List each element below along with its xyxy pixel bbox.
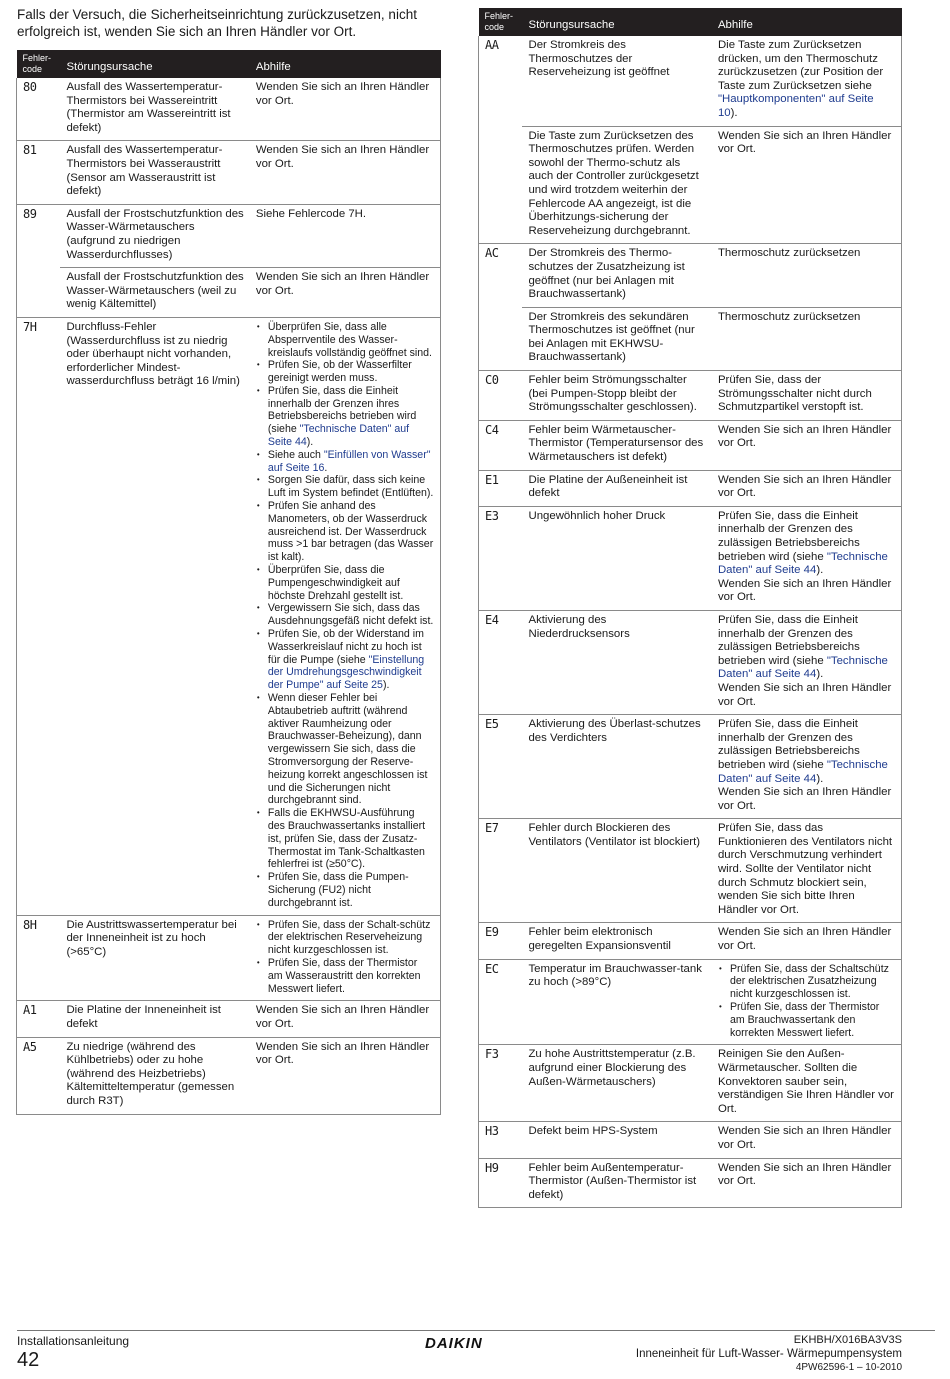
error-cause: Die Platine der Inneneinheit ist defekt <box>60 1001 249 1037</box>
doc-subtitle: Inneneinheit für Luft-Wasser- Wärmepumpensystem <box>635 1348 902 1360</box>
table-row <box>479 1122 902 1158</box>
error-cause: Fehler beim Strömungsschalter (bei Pumpen-Stopp bleibt der Strömungsschalter geschlossen). <box>522 371 711 421</box>
list-item: • Siehe auch "Einfüllen von Wasser" auf Seite 16. <box>268 449 434 475</box>
error-cause: Ausfall des Wassertemperatur-Thermistors bei Wasseraustritt (Sensor am Wasseraustritt ist defekt) <box>60 141 249 204</box>
error-remedy: Wenden Sie sich an Ihren Händler vor Ort. <box>712 470 902 506</box>
error-code: AC <box>479 244 523 371</box>
error-code: E5 <box>479 715 523 819</box>
error-remedy: Wenden Sie sich an Ihren Händler vor Ort. <box>250 78 441 141</box>
table-row <box>17 1001 441 1037</box>
error-cause: Zu hohe Austrittstemperatur (z.B. aufgrund einer Blockierung des Außen-Wärmetauschers) <box>522 1045 711 1122</box>
table-row <box>17 141 441 204</box>
error-table-right <box>478 8 902 1208</box>
error-code: C4 <box>479 420 523 470</box>
error-remedy <box>250 317 441 915</box>
remedy-list <box>718 963 895 1040</box>
table-row <box>479 371 902 421</box>
list-item: • Falls die EKHWSU-Ausführung des Brauchwassertanks installiert ist, prüfen Sie, dass der Zusatz-Thermostat im Tank-Schaltkasten fehlerfrei ist (≥50°C). <box>268 807 434 871</box>
error-code: H9 <box>479 1158 523 1208</box>
error-remedy: Prüfen Sie, dass die Einheit innerhalb der Grenzen des zulässigen Betriebsbereichs betrieben wird (siehe "Technische Daten" auf Seite 44). Wenden Sie sich an Ihren Händler vor Ort. <box>712 715 902 819</box>
error-code: 80 <box>17 78 61 141</box>
header-cause: Störungsursache <box>60 50 249 78</box>
model-number: EKHBH/X016BA3V3S <box>793 1334 902 1346</box>
error-cause: Defekt beim HPS-System <box>522 1122 711 1158</box>
error-cause: Der Stromkreis des Thermo-schutzes der Zusatzheizung ist geöffnet (nur bei Anlagen mit Brauchwassertank) <box>522 244 711 307</box>
error-cause: Zu niedrige (während des Kühlbetriebs) oder zu hohe (während des Heizbetriebs) Kältemitteltemperatur (gemessen durch R3T) <box>60 1037 249 1114</box>
table-row <box>479 126 902 244</box>
error-remedy <box>712 959 902 1045</box>
error-code: E1 <box>479 470 523 506</box>
table-row <box>479 244 902 307</box>
table-row <box>479 1158 902 1208</box>
page-link[interactable]: "Einfüllen von Wasser" auf Seite 16 <box>267 448 431 474</box>
error-code: EC <box>479 959 523 1045</box>
error-code: E3 <box>479 506 523 610</box>
error-remedy: Wenden Sie sich an Ihren Händler vor Ort. <box>712 1158 902 1208</box>
table-row <box>17 915 441 1001</box>
remedy-list <box>256 919 434 996</box>
error-code: F3 <box>479 1045 523 1122</box>
error-remedy: Prüfen Sie, dass die Einheit innerhalb der Grenzen des zulässigen Betriebsbereichs betrieben wird (siehe "Technische Daten" auf Seite 44). Wenden Sie sich an Ihren Händler vor Ort. <box>712 506 902 610</box>
table-row <box>479 959 902 1045</box>
error-table-left <box>16 50 441 1115</box>
table-row <box>479 36 902 126</box>
error-remedy: Wenden Sie sich an Ihren Händler vor Ort. <box>250 268 441 318</box>
error-remedy: Wenden Sie sich an Ihren Händler vor Ort. <box>712 923 902 959</box>
error-remedy: Prüfen Sie, dass das Funktionieren des Ventilators nicht durch Verschmutzung verhindert wird. Sollte der Ventilator nicht durch Schmutz blockiert sein, wenden Sie sich bitte Ihren Händler vor Ort. <box>712 819 902 923</box>
error-cause: Die Platine der Außeneinheit ist defekt <box>522 470 711 506</box>
error-cause: Die Taste zum Zurücksetzen des Thermoschutzes prüfen. Werden sowohl der Thermo-schutz als auch der Controller zurückgesetzt und wird trotzdem weiterhin der Fehlercode AA angezeigt, ist die Überhitzungs-sicherung der Reserveheizung durchgebrannt. <box>522 126 711 244</box>
page-link[interactable]: "Technische Daten" auf Seite 44 <box>717 654 888 681</box>
error-cause: Aktivierung des Niederdrucksensors <box>522 610 711 714</box>
error-remedy <box>250 915 441 1001</box>
table-row <box>479 1045 902 1122</box>
error-remedy: Reinigen Sie den Außen-Wärmetauscher. Sollten die Konvektoren sauber sein, verständigen Sie Ihren Händler vor Ort. <box>712 1045 902 1122</box>
error-cause: Ungewöhnlich hoher Druck <box>522 506 711 610</box>
doc-number: 4PW62596-1 – 10-2010 <box>795 1362 902 1373</box>
page-link[interactable]: "Technische Daten" auf Seite 44 <box>717 550 888 577</box>
error-remedy: Wenden Sie sich an Ihren Händler vor Ort. <box>250 1001 441 1037</box>
list-item: • Prüfen Sie, dass der Thermistor am Brauchwassertank den korrekten Messwert liefert. <box>730 1001 895 1039</box>
header-remedy: Abhilfe <box>250 50 441 78</box>
table-row <box>479 819 902 923</box>
error-cause: Ausfall der Frostschutzfunktion des Wasser-Wärmetauschers (weil zu wenig Kältemittel) <box>60 268 249 318</box>
error-remedy: Wenden Sie sich an Ihren Händler vor Ort. <box>712 420 902 470</box>
error-code: A5 <box>17 1037 61 1114</box>
error-remedy: Prüfen Sie, dass der Strömungsschalter nicht durch Schmutzpartikel verstopft ist. <box>712 371 902 421</box>
error-code: 8H <box>17 915 61 1001</box>
header-code: Fehler- code <box>479 8 523 36</box>
table-row <box>17 1037 441 1114</box>
table-row <box>479 506 902 610</box>
error-cause: Fehler durch Blockieren des Ventilators (Ventilator ist blockiert) <box>522 819 711 923</box>
table-row <box>17 78 441 141</box>
table-row <box>479 923 902 959</box>
list-item: • Prüfen Sie anhand des Manometers, ob der Wasserdruck ausreichend ist. Der Wasserdruck muss >1 bar betragen (das Wasser ist kalt). <box>268 500 434 564</box>
error-code: E4 <box>479 610 523 714</box>
error-remedy: Wenden Sie sich an Ihren Händler vor Ort. <box>250 1037 441 1114</box>
error-cause: Fehler beim Außentemperatur-Thermistor (Außen-Thermistor ist defekt) <box>522 1158 711 1208</box>
table-row <box>479 470 902 506</box>
table-row <box>479 307 902 370</box>
error-code: C0 <box>479 371 523 421</box>
error-remedy: Thermoschutz zurücksetzen <box>712 307 902 370</box>
list-item: • Prüfen Sie, dass die Pumpen-Sicherung (FU2) nicht durchgebrannt ist. <box>268 871 434 909</box>
error-remedy: Wenden Sie sich an Ihren Händler vor Ort. <box>712 1122 902 1158</box>
table-header <box>17 50 441 78</box>
error-cause: Aktivierung des Überlast-schutzes des Verdichters <box>522 715 711 819</box>
error-code: E7 <box>479 819 523 923</box>
table-row <box>17 268 441 318</box>
list-item: • Sorgen Sie dafür, dass sich keine Luft im System befindet (Entlüften). <box>268 474 434 500</box>
list-item: • Prüfen Sie, dass der Thermistor am Wasseraustritt den korrekten Messwert liefert. <box>268 957 434 995</box>
table-row <box>479 610 902 714</box>
error-cause: Ausfall des Wassertemperatur-Thermistors bei Wassereintritt (Thermistor am Wassereintritt ist defekt) <box>60 78 249 141</box>
page-number: 42 <box>17 1349 40 1371</box>
intro-text: Falls der Versuch, die Sicherheitseinrichtung zurückzusetzen, nicht erfolgreich ist, wenden Sie sich an Ihren Händler vor Ort. <box>17 7 417 39</box>
error-remedy: Thermoschutz zurücksetzen <box>712 244 902 307</box>
error-code: E9 <box>479 923 523 959</box>
error-remedy: Wenden Sie sich an Ihren Händler vor Ort. <box>712 126 902 244</box>
list-item: • Prüfen Sie, ob der Widerstand im Wasserkreislauf nicht zu hoch ist für die Pumpe (siehe "Einstellung der Umdrehungsgeschwindigkeit der Pumpe" auf Seite 25). <box>268 628 434 692</box>
doc-type: Installationsanleitung <box>17 1334 130 1348</box>
error-code: H3 <box>479 1122 523 1158</box>
list-item: • Überprüfen Sie, dass die Pumpengeschwindigkeit auf höchste Drehzahl gestellt ist. <box>268 564 434 602</box>
error-remedy: Siehe Fehlercode 7H. <box>250 204 441 267</box>
error-cause: Fehler beim Wärmetauscher-Thermistor (Temperatursensor des Wärmetauschers ist defekt) <box>522 420 711 470</box>
list-item: • Wenn dieser Fehler bei Abtaubetrieb auftritt (während aktiver Raumheizung oder Brauchwasser-Beheizung), dann vergewissern Sie sich, dass die Stromversorgung der Reserve-heizung korrekt angeschlossen ist und die Sicherungen nicht durchgebrannt sind. <box>268 692 434 807</box>
list-item: • Prüfen Sie, ob der Wasserfilter gereinigt werden muss. <box>268 359 434 385</box>
error-cause: Die Austrittswassertemperatur bei der Inneneinheit ist zu hoch (>65°C) <box>60 915 249 1001</box>
page-link[interactable]: "Technische Daten" auf Seite 44 <box>267 423 410 449</box>
error-cause: Der Stromkreis des sekundären Thermoschutzes ist geöffnet (nur bei Anlagen mit EKHWSU-Brauchwassertank) <box>522 307 711 370</box>
error-code: 89 <box>17 204 61 317</box>
brand-logo: DAIKIN <box>425 1335 483 1352</box>
error-code: 81 <box>17 141 61 204</box>
list-item: • Prüfen Sie, dass der Schalt-schütz der elektrischen Reserveheizung nicht kurzgeschlossen ist. <box>268 919 434 957</box>
error-cause: Der Stromkreis des Thermoschutzes der Reserveheizung ist geöffnet <box>522 36 711 126</box>
table-row <box>479 420 902 470</box>
list-item: • Vergewissern Sie sich, dass das Ausdehnungsgefäß nicht defekt ist. <box>268 602 434 628</box>
list-item: • Überprüfen Sie, dass alle Absperrventile des Wasser-kreislaufs vollständig geöffnet sind. <box>268 321 434 359</box>
table-row <box>479 715 902 819</box>
list-item: • Prüfen Sie, dass die Einheit innerhalb der Grenzen ihres Betriebsbereichs betrieben wird (siehe "Technische Daten" auf Seite 44). <box>268 385 434 449</box>
header-remedy: Abhilfe <box>712 8 902 36</box>
error-code: AA <box>479 36 523 244</box>
error-cause: Temperatur im Brauchwasser-tank zu hoch (>89°C) <box>522 959 711 1045</box>
error-remedy: Die Taste zum Zurücksetzen drücken, um den Thermoschutz zurückzusetzen (zur Position der Taste zum Zurücksetzen siehe "Hauptkomponenten" auf Seite 10). <box>712 36 902 126</box>
error-code: 7H <box>17 317 61 915</box>
error-cause: Fehler beim elektronisch geregelten Expansionsventil <box>522 923 711 959</box>
error-remedy: Prüfen Sie, dass die Einheit innerhalb der Grenzen des zulässigen Betriebsbereichs betrieben wird (siehe "Technische Daten" auf Seite 44). Wenden Sie sich an Ihren Händler vor Ort. <box>712 610 902 714</box>
error-code: A1 <box>17 1001 61 1037</box>
header-cause: Störungsursache <box>522 8 711 36</box>
table-row <box>17 204 441 267</box>
error-cause: Durchfluss-Fehler (Wasserdurchfluss ist zu niedrig oder überhaupt nicht vorhanden, erforderlicher Mindest-wasserdurchfluss beträgt 16 l/min) <box>60 317 249 915</box>
footer-divider <box>17 1330 935 1331</box>
remedy-list <box>256 321 434 910</box>
error-remedy: Wenden Sie sich an Ihren Händler vor Ort. <box>250 141 441 204</box>
table-header <box>479 8 902 36</box>
page-link[interactable]: "Hauptkomponenten" auf Seite 10 <box>717 93 874 119</box>
header-code: Fehler- code <box>17 50 61 78</box>
list-item: • Prüfen Sie, dass der Schaltschütz der elektrischen Zusatzheizung nicht kurzgeschlossen ist. <box>730 963 895 1001</box>
page-link[interactable]: "Einstellung der Umdrehungsgeschwindigkeit der Pumpe" auf Seite 25 <box>267 653 425 692</box>
table-row <box>17 317 441 915</box>
page-link[interactable]: "Technische Daten" auf Seite 44 <box>717 758 888 785</box>
error-cause: Ausfall der Frostschutzfunktion des Wasser-Wärmetauschers (aufgrund zu niedrigen Wasserdurchflusses) <box>60 204 249 267</box>
